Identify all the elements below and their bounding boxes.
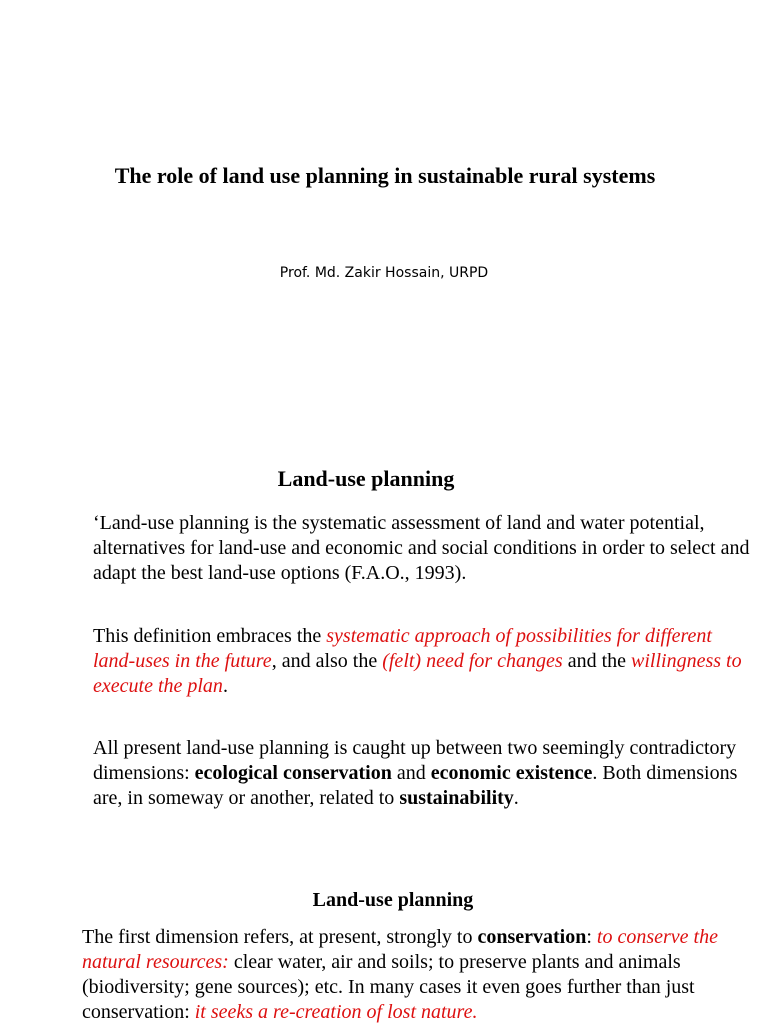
emphasis-felt-need: (felt) need for changes xyxy=(382,650,563,672)
text-run: and the xyxy=(562,650,632,672)
emphasis-conserve-resources: to conserve the natural resources: xyxy=(82,926,718,973)
bold-economic-existence: economic existence xyxy=(430,762,593,784)
bold-ecological-conservation: ecological conservation xyxy=(194,762,392,784)
author-line: Prof. Md. Zakir Hossain, URPD xyxy=(279,265,489,281)
bold-conservation: conservation xyxy=(477,926,587,948)
section-heading-land-use-planning: Land-use planning xyxy=(277,466,455,491)
section-heading-land-use-planning-2: Land-use planning xyxy=(312,889,474,911)
text-run: . xyxy=(513,787,519,809)
text-run: , and also the xyxy=(271,650,383,672)
text-run: The first dimension refers, at present, strongly to xyxy=(82,926,478,948)
emphasis-re-creation: it seeks a re-creation of lost nature. xyxy=(194,1001,478,1023)
dimensions-paragraph xyxy=(93,736,758,811)
text-run: . xyxy=(222,675,228,697)
text-run: and xyxy=(391,762,431,784)
text-run: All present land-use planning is caught up between two seemingly contradictory dimensions: xyxy=(93,737,737,784)
document-title: The role of land use planning in sustainable rural systems xyxy=(114,163,656,188)
text-run: This definition embraces the xyxy=(93,625,327,647)
emphasis-willingness: willingness to execute the plan xyxy=(93,650,742,697)
definition-paragraph: ‘Land-use planning is the systematic assessment of land and water potential, alternatives for land-use and economic and social conditions in order to select and adapt the best land-use options (F.A.O., 1993). xyxy=(93,512,750,584)
emphasis-systematic-approach: systematic approach of possibilities for different land-uses in the future xyxy=(93,625,712,672)
definition-explanation-paragraph xyxy=(93,624,758,699)
text-run: . Both dimensions are, in someway or another, related to xyxy=(93,762,738,809)
text-run: clear water, air and soils; to preserve plants and animals (biodiversity; gene sources); etc. In many cases it even goes further than just conservation: xyxy=(82,951,695,1023)
first-dimension-paragraph xyxy=(82,925,758,1025)
text-run: : xyxy=(586,926,597,948)
bold-sustainability: sustainability xyxy=(399,787,514,809)
